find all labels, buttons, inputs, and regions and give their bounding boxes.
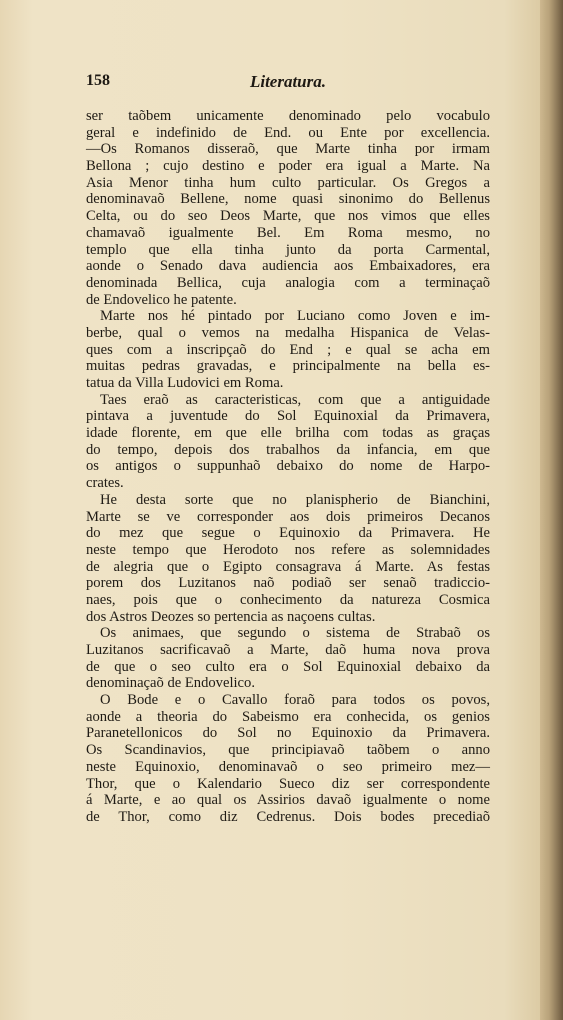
text-line: He desta sorte que no planispherio de Bianchini, [100, 491, 490, 508]
text-line: chamavaõ igualmente Bel. Em Roma mesmo, no [86, 224, 490, 241]
text-line: do mez que segue o Equinoxio da Primavera. He [86, 525, 490, 542]
text-line: muitas pedras gravadas, e principalmente na bella es- [86, 358, 490, 375]
text-line: Celta, ou do seo Deos Marte, que nos vimos que elles [86, 208, 490, 225]
text-line: neste Equinoxio, denominavaõ o seo primeiro mez— [86, 758, 490, 775]
page-edge [540, 0, 563, 1020]
text-line: Marte se ve corresponder aos dois primeiros Decanos [86, 508, 490, 525]
text-line: templo que ella tinha junto da porta Carmental, [86, 241, 490, 258]
text-line: do tempo, depois dos trabalhos da infancia, em que [86, 441, 490, 458]
text-line: Taes eraõ as caracteristicas, com que a antiguidade [100, 391, 490, 408]
text-line: pintava a juventude do Sol Equinoxial da Primavera, [86, 408, 490, 425]
body-text [86, 108, 490, 826]
text-line: ser taõbem unicamente denominado pelo vocabulo [86, 108, 490, 124]
text-line: denominavaõ Bellene, nome quasi sinonimo do Bellenus [86, 191, 490, 208]
text-line: O Bode e o Cavallo foraõ para todos os povos, [100, 692, 490, 709]
text-line: Os animaes, que segundo o sistema de Strabaõ os [100, 625, 490, 642]
text-line: tatua da Villa Ludovici em Roma. [86, 375, 284, 391]
text-line: naes, pois que o conhecimento da natureza Cosmica [86, 591, 490, 608]
text-line: Os Scandinavios, que principiavaõ taõbem o anno [86, 742, 490, 759]
text-line: aonde o Senado dava audiencia aos Embaixadores, era [86, 258, 490, 275]
text-line: Luzitanos sacrificavaõ a Marte, daõ huma nova prova [86, 642, 490, 658]
text-line: de Thor, como diz Cedrenus. Dois bodes precediaõ [86, 808, 490, 825]
text-line: geral e indefinido de End. ou Ente por excellencia. [86, 124, 490, 141]
text-line: de que o seo culto era o Sol Equinoxial debaixo da [86, 658, 490, 675]
text-line: denominaçaõ de Endovelico. [86, 675, 255, 692]
text-line: aonde a theoria do Sabeismo era conhecida, os genios [86, 708, 490, 725]
text-line: berbe, qual o vemos na medalha Hispanica de Velas- [86, 324, 490, 341]
text-line: á Marte, e ao qual os Assirios davaõ igualmente o nome [86, 792, 490, 809]
text-line: Marte nos hé pintado por Luciano como Joven e im- [100, 308, 490, 325]
text-line: de Endovelico he patente. [86, 291, 237, 308]
page-header [86, 72, 490, 98]
text-line: Paranetellonicos do Sol no Equinoxio da Primavera. [86, 725, 490, 742]
page-number: 158 [86, 72, 110, 89]
text-line: ques com a inscripçaõ do End ; e qual se acha em [86, 341, 490, 358]
text-line: Asia Menor tinha hum culto particular. Os Gregos a [86, 174, 490, 191]
text-line: de alegria que o Egipto consagrava á Marte. As festas [86, 558, 490, 575]
text-line: denominada Bellica, cuja analogia com a terminaçaõ [86, 274, 490, 291]
text-line: Bellona ; cujo destino e poder era igual a Marte. Na [86, 158, 490, 175]
text-line: os antigos o suppunhaõ debaixo do nome de Harpo- [86, 458, 490, 475]
text-line: crates. [86, 475, 124, 492]
text-line: neste tempo que Herodoto nos refere as solemnidades [86, 541, 490, 558]
text-line: porem dos Luzitanos naõ podiaõ ser senaõ tradiccio- [86, 575, 490, 592]
text-line: idade florente, em que elle brilha com todas as graças [86, 425, 490, 442]
text-line: dos Astros Deozes so pertencia as naçoens cultas. [86, 608, 376, 625]
text-line: —Os Romanos disseraõ, que Marte tinha por irmam [86, 141, 490, 158]
text-line: Thor, que o Kalendario Sueco diz ser correspondente [86, 775, 490, 792]
running-title: Literatura. [249, 72, 327, 91]
